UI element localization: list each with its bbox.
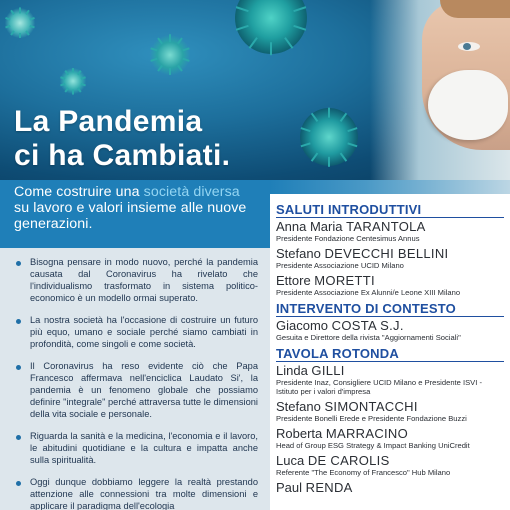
list-item <box>16 256 258 304</box>
hair <box>440 0 510 18</box>
bullet-text: Il Coronavirus ha reso evidente ciò che Papa Francesco affermava nell'enciclica Laudato Si', la pandemia è un fenomeno globale che possiamo definire "integrale" perché attraversa tutte le dimensioni della vita sociale e personale. <box>30 361 258 419</box>
virus-spike <box>10 30 15 36</box>
intro-part1: Come costruire una <box>14 184 144 200</box>
list-item <box>16 360 258 420</box>
virus-spike <box>169 68 171 75</box>
virus-spike <box>236 24 249 30</box>
virus-spike <box>157 38 163 45</box>
virus-illustration <box>60 68 86 94</box>
virus-spike <box>339 112 347 122</box>
virus-spike <box>150 48 157 52</box>
speaker-entry <box>276 427 504 450</box>
virus-spike <box>182 48 189 52</box>
speaker-entry <box>276 364 504 396</box>
speaker-role: Presidente Associazione Ex Alunni/e Leone XIII Milano <box>276 288 461 297</box>
speaker-first-name: Anna Maria <box>276 219 347 234</box>
virus-spike <box>10 10 15 16</box>
virus-spike <box>150 58 157 62</box>
bullet-icon <box>16 261 21 266</box>
virus-illustration <box>5 8 35 38</box>
virus-spike <box>77 87 81 92</box>
speaker-entry <box>276 481 504 495</box>
speaker-name <box>276 454 504 468</box>
virus-spike <box>64 70 68 75</box>
speaker-first-name: Paul <box>276 480 306 495</box>
virus-spike <box>81 76 86 79</box>
speaker-first-name: Roberta <box>276 426 326 441</box>
program-column <box>270 194 510 510</box>
speaker-role: Presidente Bonelli Erede e Presidente Fondazione Buzzi <box>276 414 467 423</box>
speaker-first-name: Luca <box>276 453 308 468</box>
virus-spike <box>29 17 35 21</box>
speaker-last-name: MORETTI <box>314 273 375 288</box>
virus-spike <box>64 87 68 92</box>
speaker-role: Referente "The Economy of Francesco" Hub Milano <box>276 468 451 477</box>
speaker-role: Presidente Inaz, Consigliere UCID Milano e Presidente ISVI - Istituto per i valori d'impresa <box>276 378 482 396</box>
speaker-entry <box>276 319 504 342</box>
virus-illustration <box>150 35 190 75</box>
section-heading-saluti: SALUTI INTRODUTTIVI <box>276 202 504 218</box>
intro-band-fade <box>270 180 510 194</box>
virus-spike <box>249 37 258 49</box>
masked-person-photo <box>400 0 510 165</box>
virus-spike <box>60 83 65 86</box>
speaker-last-name: GILLI <box>311 363 345 378</box>
virus-illustration <box>235 0 307 54</box>
virus-spike <box>77 70 81 75</box>
hero-banner <box>0 0 510 180</box>
virus-spike <box>5 17 11 21</box>
speaker-name <box>276 319 504 333</box>
speaker-role: Gesuita e Direttore della rivista "Aggiornamenti Sociali" <box>276 333 461 342</box>
list-item <box>16 430 258 466</box>
intro-text <box>14 184 258 232</box>
virus-spike <box>25 30 30 36</box>
speaker-entry <box>276 247 504 270</box>
intro-part2: su lavoro e valori insieme alle nuove generazioni. <box>14 200 247 232</box>
intro-highlight: società diversa <box>143 184 240 200</box>
speaker-last-name: COSTA S.J. <box>331 318 404 333</box>
speaker-entry <box>276 220 504 243</box>
virus-spike <box>72 90 74 95</box>
virus-illustration <box>300 108 358 166</box>
virus-spike <box>72 68 74 73</box>
bullet-text: Riguarda la sanità e la medicina, l'economia e il lavoro, le abitudini quotidiane e la cultura e impatta anche sulla spiritualità. <box>30 431 258 465</box>
title-line-1: La Pandemia <box>14 105 203 138</box>
section-heading-tavola: TAVOLA ROTONDA <box>276 346 504 362</box>
virus-spike <box>19 8 21 13</box>
virus-spike <box>293 24 306 30</box>
bullet-icon <box>16 365 21 370</box>
speaker-name <box>276 400 504 414</box>
speaker-name <box>276 427 504 441</box>
virus-spike <box>236 6 249 12</box>
speaker-first-name: Linda <box>276 363 312 378</box>
speaker-entry <box>276 274 504 297</box>
bullet-icon <box>16 481 21 486</box>
speaker-last-name: MARRACINO <box>325 426 409 441</box>
virus-spike <box>81 83 86 86</box>
section-heading-intervento: INTERVENTO DI CONTESTO <box>276 301 504 317</box>
speaker-role: Head of Group ESG Strategy & Impact Banking UniCredit <box>276 441 470 450</box>
virus-spike <box>311 112 319 122</box>
speaker-role: Presidente Associazione UCID Milano <box>276 261 404 270</box>
virus-spike <box>177 65 183 72</box>
virus-spike <box>19 33 21 38</box>
eye <box>458 42 480 51</box>
intro-band <box>0 180 270 248</box>
speaker-role: Presidente Fondazione Centesimus Annus <box>276 234 420 243</box>
speaker-last-name: DE CAROLIS <box>307 453 390 468</box>
virus-spike <box>270 42 272 55</box>
speaker-name <box>276 274 504 288</box>
speaker-first-name: Ettore <box>276 273 315 288</box>
virus-spike <box>347 142 358 147</box>
virus-spike <box>25 10 30 16</box>
virus-spike <box>169 35 171 42</box>
bullet-icon <box>16 435 21 440</box>
speaker-name <box>276 481 504 495</box>
speaker-name <box>276 364 504 378</box>
list-item <box>16 476 258 510</box>
speaker-entry <box>276 400 504 423</box>
bullet-text: Oggi dunque dobbiamo leggere la realtà prestando attenzione alle connessioni tra molte dimensioni e applicare il paradigma dell'ecologia <box>30 477 258 510</box>
virus-spike <box>301 127 312 132</box>
virus-spike <box>339 152 347 162</box>
speaker-last-name: TARANTOLA <box>346 219 426 234</box>
page-title <box>14 105 230 173</box>
virus-spike <box>293 6 306 12</box>
virus-spike <box>182 58 189 62</box>
face-mask-icon <box>428 70 508 140</box>
virus-spike <box>311 152 319 162</box>
speaker-first-name: Giacomo <box>276 318 332 333</box>
speaker-entry <box>276 454 504 477</box>
virus-spike <box>328 156 330 166</box>
title-line-2: ci ha Cambiati. <box>14 139 231 172</box>
virus-spike <box>328 107 330 117</box>
virus-spike <box>301 142 312 147</box>
virus-spike <box>157 65 163 72</box>
virus-spike <box>5 25 11 29</box>
list-item <box>16 314 258 350</box>
bullet-list <box>0 248 270 510</box>
bullet-icon <box>16 319 21 324</box>
bullet-text: Bisogna pensare in modo nuovo, perché la pandemia causata dal Coronavirus ha rivelato che l'individualismo trasformato in sistema politico-economico è un modello ormai superato. <box>30 257 258 303</box>
virus-spike <box>284 37 293 49</box>
virus-spike <box>177 38 183 45</box>
virus-spike <box>347 127 358 132</box>
speaker-last-name: DEVECCHI BELLINI <box>324 246 449 261</box>
speaker-first-name: Stefano <box>276 246 325 261</box>
speaker-last-name: SIMONTACCHI <box>324 399 418 414</box>
speaker-name <box>276 220 504 234</box>
speaker-first-name: Stefano <box>276 399 325 414</box>
bullet-text: La nostra società ha l'occasione di costruire un futuro più equo, umano e sociale perché siamo cambiati in profondità, come singoli e come società. <box>30 315 258 349</box>
virus-spike <box>60 76 65 79</box>
virus-spike <box>29 25 35 29</box>
speaker-last-name: RENDA <box>305 480 353 495</box>
speaker-name <box>276 247 504 261</box>
